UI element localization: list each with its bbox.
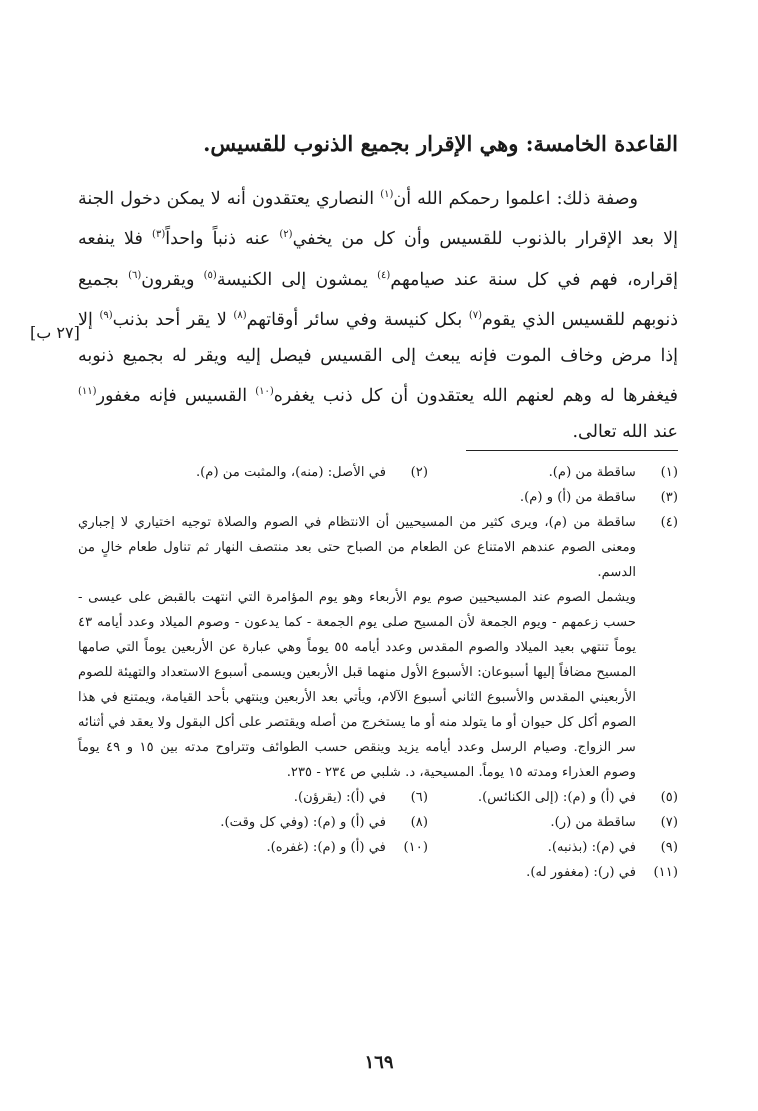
footnote-ref[interactable]: (٩) xyxy=(99,310,113,322)
body-text-segment: القسيس فإنه مغفور xyxy=(96,386,256,407)
footnote-ref[interactable]: (٥) xyxy=(203,269,217,281)
footnote-divider xyxy=(466,450,678,451)
footnote-ref[interactable]: (٣) xyxy=(152,229,166,241)
footnote-number: (٩) xyxy=(660,840,678,855)
footnote-ref[interactable]: (٦) xyxy=(128,269,142,281)
footnote-row xyxy=(78,860,678,885)
footnote-text: في (أ) و (م): (إلى الكنائس). xyxy=(477,790,636,805)
footnote-number: (٤) xyxy=(660,515,678,530)
footnote-number: (٦) xyxy=(410,790,428,805)
body-text-segment: لا يقر أحد بذنب xyxy=(112,310,234,331)
footnote-row xyxy=(78,810,678,835)
footnote-9 xyxy=(428,835,678,860)
footnote-text: في (أ) و (م): (غفره). xyxy=(266,840,386,855)
footnote-text: ساقطة من (م). xyxy=(548,465,636,480)
footnote-number: (٧) xyxy=(660,815,678,830)
footnote-ref[interactable]: (٨) xyxy=(233,310,247,322)
main-paragraph xyxy=(78,177,678,450)
footnote-ref[interactable]: (٢) xyxy=(279,229,293,241)
footnote-paragraph: ويشمل الصوم عند المسيحيين صوم يوم الأربعاء وهو يوم المؤامرة التي انتهت بالقبض على عيسى - حسب زعمهم - ويوم الجمعة لأن المسيح صلى يوم الجمعة - كما يدعون - وصوم الميلاد وعدد أيامه ٤٣ يوماً تنتهي بعيد الميلاد والصوم المقدس وعدد أيامه ٥٥ يوماً وهي عبارة عن الأربعين يوماً التي صامها المسيح مضافاً إليها أسبوعان: الأسبوع الأول منهما قبل الأربعين ويسمى أسبوع الاستعداد والتهيئة للصوم الأربعيني المقدس والأسبوع الثاني أسبوع الآلام، ويأتي بعد الأربعين وينتهي بأحد القيامة، ويمتنع في هذا الصوم أكل كل حيوان أو ما يتولد منه أو ما يستخرج من أصله ويقتصر على أكل البقول ولا يعقد في أثنائه سر الزواج. وصيام الرسل وعدد أيامه يزيد وينقص حسب الطوائف وتتراوح مدته بين ١٥ و ٤٩ يوماً وصوم العذراء ومدته ١٥ يوماً. المسيحية، د. شلبي ص ٢٣٤ - ٢٣٥. xyxy=(78,590,636,780)
body-text-segment: النصاري يعتقدون أنه لا يمكن دخول الجنة إلا بعد الإقرار بالذنوب للقسيس وأن كل من يخفي xyxy=(78,188,678,250)
body-text-segment: يمشون إلى الكنيسة xyxy=(216,269,378,290)
footnote-text: في (م): (بذنبه). xyxy=(547,840,636,855)
footnote-6 xyxy=(178,785,428,810)
body-text-segment: فلا ينفعه إقراره، فهم في كل سنة عند صيامهم xyxy=(78,229,678,290)
footnote-number: (١٠) xyxy=(403,840,428,855)
footnote-row xyxy=(78,460,678,485)
footnote-number: (٥) xyxy=(660,790,678,805)
footnote-text: في (ر): (مغفور له). xyxy=(526,865,636,880)
footnote-ref[interactable]: (١١) xyxy=(78,386,97,398)
footnote-text: في الأصل: (منه)، والمثبت من (م). xyxy=(195,465,386,480)
footnote-text: في (أ) و (م): (وفي كل وقت). xyxy=(220,815,386,830)
footnote-11 xyxy=(428,860,678,885)
footnote-10 xyxy=(178,835,428,860)
body-text-segment: عنه ذنباً واحداً xyxy=(165,229,280,250)
body-text-segment: عند الله تعالى. xyxy=(572,421,678,442)
footnote-number: (٨) xyxy=(410,815,428,830)
footnote-number: (٢) xyxy=(410,465,428,480)
footnote-2 xyxy=(178,460,428,485)
footnote-ref[interactable]: (١) xyxy=(380,189,394,200)
footnote-4 xyxy=(78,510,678,785)
footnote-number: (١١) xyxy=(653,865,678,880)
footnote-1 xyxy=(428,460,678,485)
body-text-segment: بكل كنيسة وفي سائر أوقاتهم xyxy=(246,310,469,331)
body-text-segment: بجميع ذنوبهم للقسيس الذي يقوم xyxy=(78,269,678,331)
footnote-8 xyxy=(178,810,428,835)
footnote-row xyxy=(78,835,678,860)
footnote-ref[interactable]: (٧) xyxy=(468,310,483,322)
manuscript-folio-ref: [٢٧ ب] xyxy=(30,323,80,342)
footnote-text: في (أ): (يقرؤن). xyxy=(293,790,386,805)
section-title: القاعدة الخامسة: وهي الإقرار بجميع الذنوب للقسيس. xyxy=(203,131,678,156)
page-number: ١٦٩ xyxy=(364,1052,394,1073)
footnote-text: ساقطة من (ر). xyxy=(550,815,636,830)
footnote-number: (٣) xyxy=(660,490,678,505)
body-text-segment: ويقرون xyxy=(141,269,204,290)
footnote-7 xyxy=(428,810,678,835)
footnote-ref[interactable]: (١٠) xyxy=(255,386,274,398)
footnote-text xyxy=(78,510,636,785)
footnote-3 xyxy=(428,485,678,510)
footnotes xyxy=(78,460,678,885)
body-text-segment: وصفة ذلك: اعلموا رحمكم الله أن xyxy=(393,188,638,209)
footnote-row xyxy=(78,785,678,810)
footnote-ref[interactable]: (٤) xyxy=(377,269,391,281)
footnote-text: ساقطة من (أ) و (م). xyxy=(519,490,636,505)
footnote-number: (١) xyxy=(660,465,678,480)
footnote-paragraph: ساقطة من (م)، ويرى كثير من المسيحيين أن الانتظام في الصوم والصلاة توجيه اختياري لا إجباري ومعنى الصوم عندهم الامتناع عن الطعام من الصباح حتى بعد منتصف النهار ثم تناول طعام خالٍ من الدسم. xyxy=(78,515,636,580)
body-text-segment: إلا إذا مرض وخاف الموت فإنه يبعث إلى القسيس فيصل إليه ويقر له بجميع ذنوبه فيغفرها له وهم لعنهم الله يعتقدون أن كل ذنب يغفره xyxy=(78,310,678,407)
footnote-row xyxy=(78,485,678,510)
footnote-5 xyxy=(428,785,678,810)
